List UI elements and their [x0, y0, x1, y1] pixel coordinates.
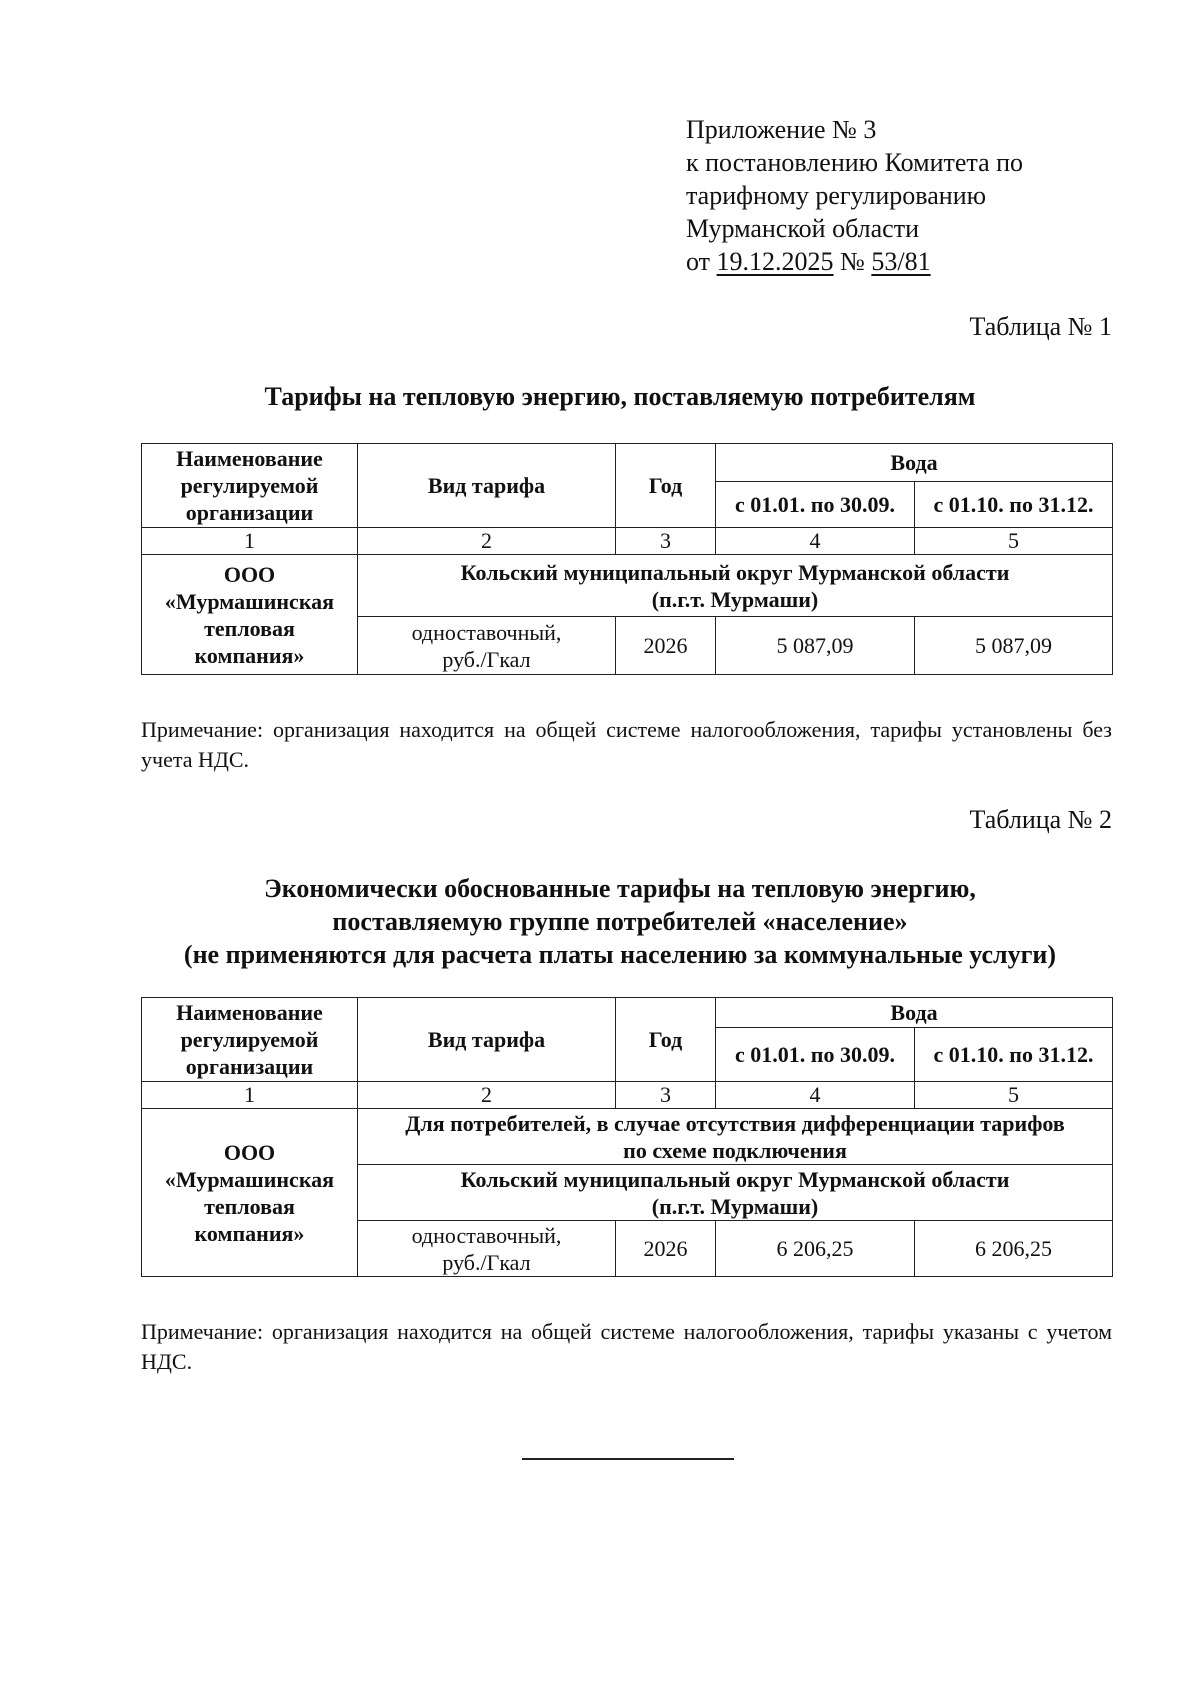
- tariff-type-line: одноставочный,: [411, 619, 562, 645]
- col-number: 3: [616, 528, 716, 555]
- appendix-line1: Приложение № 3: [686, 115, 877, 144]
- tariff-value-period1: 6 206,25: [716, 1221, 915, 1277]
- header-tariff-type: Вид тарифа: [358, 998, 616, 1082]
- table2-title-line: поставляемую группе потребителей «население»: [332, 907, 908, 936]
- tariff-year: 2026: [616, 617, 716, 675]
- tariff-type: [358, 1221, 616, 1277]
- area-line: Кольский муниципальный округ Мурманской области: [460, 1166, 1010, 1192]
- header-period2: с 01.10. по 31.12.: [915, 482, 1113, 528]
- tariff-value-period2: 6 206,25: [915, 1221, 1113, 1277]
- header-org: [142, 444, 358, 528]
- number-sign: №: [840, 247, 865, 276]
- org-name-line: «Мурмашинская: [164, 1166, 335, 1192]
- table1: [141, 443, 1113, 675]
- tariff-year: 2026: [616, 1221, 716, 1277]
- table2-label: Таблица № 2: [969, 805, 1112, 834]
- header-org-line: Наименование: [176, 446, 323, 471]
- header-period2: с 01.10. по 31.12.: [915, 1028, 1113, 1082]
- consumers-row: [358, 1109, 1113, 1165]
- table2-note: Примечание: организация находится на общей системе налогообложения, тарифы указаны с учетом НДС.: [141, 1319, 1112, 1374]
- header-org-line: регулируемой: [180, 1027, 319, 1052]
- consumers-line: Для потребителей, в случае отсутствия дифференциации тарифов: [405, 1110, 1065, 1136]
- col-number: 5: [915, 528, 1113, 555]
- tariff-type: [358, 617, 616, 675]
- table1-title: [100, 380, 1140, 413]
- header-org-line: регулируемой: [180, 473, 319, 498]
- appendix-line4: Мурманской области: [686, 214, 919, 243]
- header-year: Год: [616, 444, 716, 528]
- consumers-line: по схеме подключения: [623, 1137, 847, 1163]
- org-name: [142, 555, 358, 675]
- area-line: (п.г.т. Мурмаши): [651, 1193, 819, 1219]
- appendix-header: [686, 113, 1023, 278]
- table2: [141, 997, 1113, 1277]
- header-water: Вода: [716, 444, 1113, 482]
- header-water: Вода: [716, 998, 1113, 1028]
- col-number: 1: [142, 528, 358, 555]
- header-org-line: Наименование: [176, 1000, 323, 1025]
- appendix-line2: к постановлению Комитета по: [686, 148, 1024, 177]
- col-number: 2: [358, 1082, 616, 1109]
- table2-title-line: Экономически обоснованные тарифы на тепловую энергию,: [264, 874, 976, 903]
- header-org-line: организации: [185, 500, 314, 525]
- appendix-line3: тарифному регулированию: [686, 181, 987, 210]
- org-name-line: ООО: [223, 1139, 276, 1165]
- header-period1: с 01.01. по 30.09.: [716, 482, 915, 528]
- resolution-number: 53/81: [871, 247, 931, 276]
- area-line: Кольский муниципальный округ Мурманской области: [460, 559, 1010, 585]
- area-row: [358, 555, 1113, 617]
- appendix-date-line: [686, 245, 1023, 278]
- org-name-line: тепловая: [204, 615, 295, 641]
- table2-title-line: (не применяются для расчета платы населению за коммунальные услуги): [183, 940, 1057, 969]
- org-name-line: ООО: [223, 561, 276, 587]
- area-row: [358, 1165, 1113, 1221]
- table1-note: Примечание: организация находится на общей системе налогообложения, тарифы установлены без учета НДС.: [141, 717, 1112, 772]
- table2-title: [100, 872, 1140, 971]
- col-number: 1: [142, 1082, 358, 1109]
- tariff-type-line: руб./Гкал: [442, 1249, 531, 1275]
- header-tariff-type: Вид тарифа: [358, 444, 616, 528]
- header-period1: с 01.01. по 30.09.: [716, 1028, 915, 1082]
- tariff-type-line: одноставочный,: [411, 1222, 562, 1248]
- tariff-value-period1: 5 087,09: [716, 617, 915, 675]
- org-name-line: компания»: [194, 1220, 305, 1246]
- org-name-line: «Мурмашинская: [164, 588, 335, 614]
- table1-label: Таблица № 1: [969, 312, 1112, 341]
- resolution-date: 19.12.2025: [716, 247, 834, 276]
- header-org: [142, 998, 358, 1082]
- org-name-line: компания»: [194, 642, 305, 668]
- org-name: [142, 1109, 358, 1277]
- col-number: 2: [358, 528, 616, 555]
- date-prefix: от: [686, 247, 711, 276]
- col-number: 5: [915, 1082, 1113, 1109]
- org-name-line: тепловая: [204, 1193, 295, 1219]
- header-org-line: организации: [185, 1054, 314, 1079]
- area-line: (п.г.т. Мурмаши): [651, 586, 819, 612]
- col-number: 4: [716, 528, 915, 555]
- col-number: 3: [616, 1082, 716, 1109]
- table1-title-line: Тарифы на тепловую энергию, поставляемую потребителям: [264, 382, 976, 411]
- tariff-type-line: руб./Гкал: [442, 646, 531, 672]
- tariff-value-period2: 5 087,09: [915, 617, 1113, 675]
- header-year: Год: [616, 998, 716, 1082]
- col-number: 4: [716, 1082, 915, 1109]
- closing-line: [522, 1458, 734, 1460]
